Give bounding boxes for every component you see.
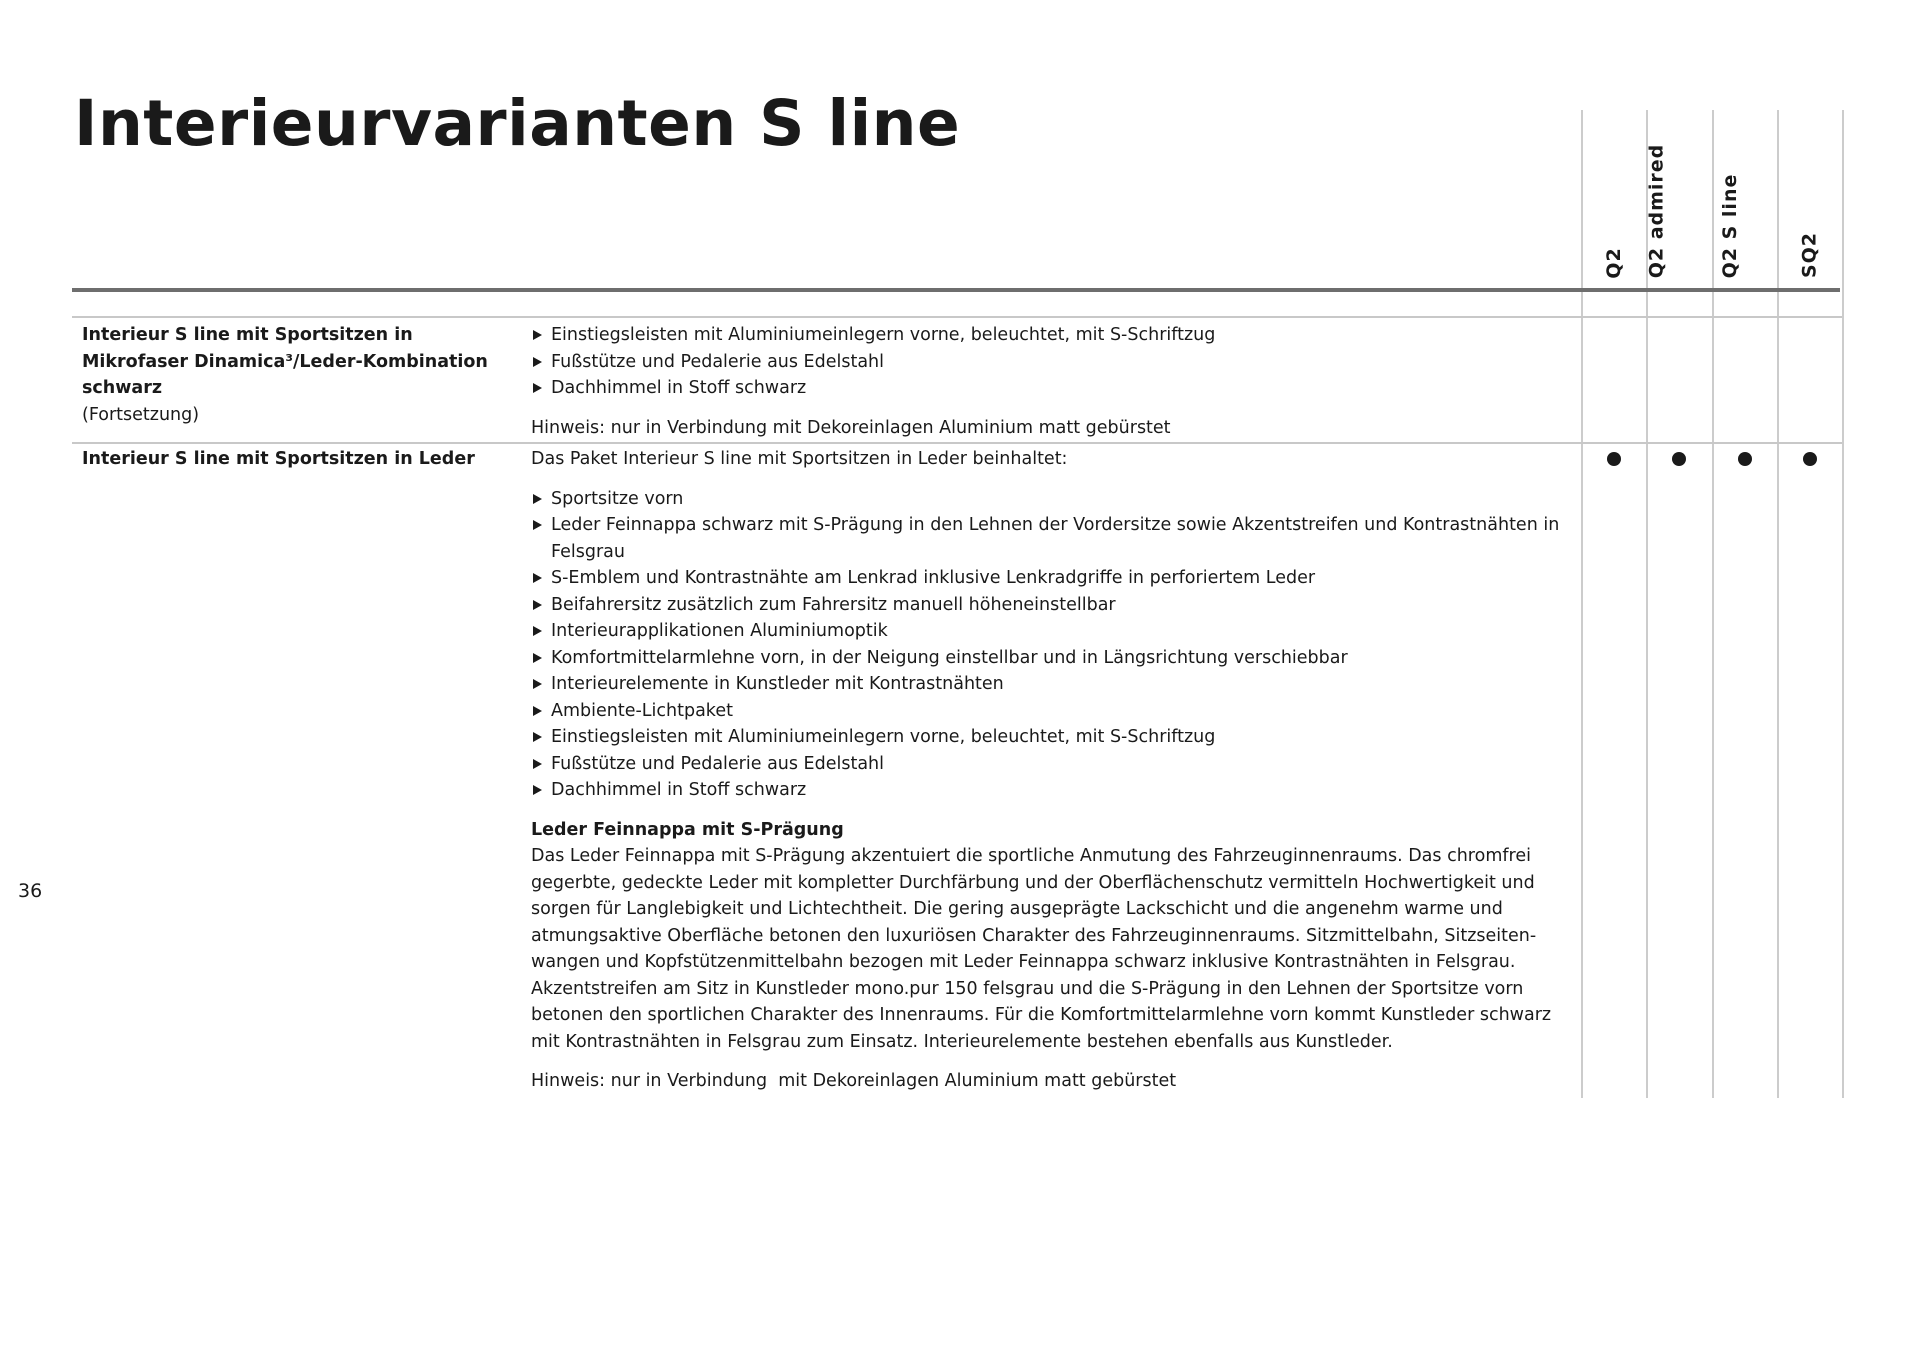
page-title: Interieurvarianten S line — [74, 87, 961, 160]
feature-title: Interieur S line mit Sportsitzen in Leder — [82, 449, 475, 469]
row-divider — [72, 316, 1842, 318]
list-item: Einstiegsleisten mit Aluminiumeinlegern vorne, beleuchtet, mit S-Schriftzug — [531, 322, 1571, 349]
triangle-bullet-icon — [533, 626, 542, 636]
triangle-bullet-icon — [533, 600, 542, 610]
triangle-bullet-icon — [533, 520, 542, 530]
list-item: Beifahrersitz zusätzlich zum Fahrersitz manuell höheneinstellbar — [531, 592, 1571, 619]
triangle-bullet-icon — [533, 494, 542, 504]
list-item: Einstiegsleisten mit Aluminiumeinlegern vorne, beleuchtet, mit S-Schriftzug — [531, 724, 1571, 751]
column-divider — [1842, 110, 1844, 1098]
availability-dot-sq2 — [1803, 452, 1817, 466]
list-item: Dachhimmel in Stoff schwarz — [531, 777, 1571, 804]
triangle-bullet-icon — [533, 653, 542, 663]
triangle-bullet-icon — [533, 573, 542, 583]
list-item: Fußstütze und Pedalerie aus Edelstahl — [531, 751, 1571, 778]
description-paragraph: Das Leder Feinnappa mit S-Prägung akzentuiert die sportliche Anmutung des Fahrzeuginnenraums. Das chromfrei gegerbte, gedeckte Leder mit kompletter Durchfärbung und der Oberflächenschutz vermitteln Hochwertigkeit und sorgen für Langlebigkeit und Lichtechtheit. Die gering ausgeprägte Lackschicht und die angenehm warme und atmungsaktive Oberfläche betonen den luxuriösen Charakter des Fahrzeuginnenraums. Sitzmittelbahn, Sitzseiten-wangen und Kopfstützenmittelbahn bezogen mit Leder Feinnappa schwarz inklusive Kontrastnähten in Felsgrau. Akzentstreifen am Sitz in Kunstleder mono.pur 150 felsgrau und die S-Prägung in den Lehnen der Sportsitze vorn betonen den sportlichen Charakter des Innenraums. Für die Komfortmittelarmlehne vorn kommt Kunstleder schwarz mit Kontrastnähten in Felsgrau zum Einsatz. Interieurelemente bestehen ebenfalls aus Kunstleder. — [531, 846, 1552, 1052]
bullet-list — [531, 486, 1571, 804]
triangle-bullet-icon — [533, 759, 542, 769]
list-item: Ambiente-Lichtpaket — [531, 698, 1571, 725]
row-divider — [72, 442, 1842, 444]
triangle-bullet-icon — [533, 785, 542, 795]
hinweis-note: Hinweis: nur in Verbindung mit Dekoreinlagen Aluminium matt gebürstet — [531, 1071, 1177, 1091]
list-item: Interieurelemente in Kunstleder mit Kontrastnähten — [531, 671, 1571, 698]
page-number: 36 — [18, 880, 43, 902]
table-row-description — [531, 322, 1571, 441]
list-item: Fußstütze und Pedalerie aus Edelstahl — [531, 349, 1571, 376]
list-item: Leder Feinnappa schwarz mit S-Prägung in den Lehnen der Vordersitze sowie Akzentstreifen und Kontrastnähten in Felsgrau — [531, 512, 1571, 565]
table-row-feature — [82, 446, 502, 473]
triangle-bullet-icon — [533, 706, 542, 716]
feature-note: (Fortsetzung) — [82, 404, 200, 425]
feature-title: Interieur S line mit Sportsitzen in Mikrofaser Dinamica³/Leder-Kombination schwarz — [82, 325, 488, 398]
column-header-q2 — [1584, 128, 1644, 278]
list-item: Dachhimmel in Stoff schwarz — [531, 375, 1571, 402]
hinweis-note: Hinweis: nur in Verbindung mit Dekoreinlagen Aluminium matt gebürstet — [531, 417, 1171, 438]
header-rule — [72, 288, 1840, 292]
list-item: Komfortmittelarmlehne vorn, in der Neigung einstellbar und in Längsrichtung verschiebbar — [531, 645, 1571, 672]
column-divider — [1581, 110, 1583, 1098]
availability-dot-q2 — [1607, 452, 1621, 466]
availability-dot-q2-admired — [1672, 452, 1686, 466]
triangle-bullet-icon — [533, 357, 542, 367]
triangle-bullet-icon — [533, 330, 542, 340]
availability-dot-q2-s-line — [1738, 452, 1752, 466]
triangle-bullet-icon — [533, 383, 542, 393]
column-header-label: Q2 — [1603, 246, 1625, 279]
list-item: S-Emblem und Kontrastnähte am Lenkrad inklusive Lenkradgriffe in perforiertem Leder — [531, 565, 1571, 592]
table-row-description — [531, 446, 1571, 1095]
triangle-bullet-icon — [533, 732, 542, 742]
list-item: Sportsitze vorn — [531, 486, 1571, 513]
table-row-feature — [82, 322, 502, 428]
column-header-label: Q2 S line — [1718, 173, 1741, 278]
column-header-label: Q2 admired — [1645, 143, 1668, 278]
list-item: Interieurapplikationen Aluminiumoptik — [531, 618, 1571, 645]
subheading: Leder Feinnappa mit S-Prägung — [531, 819, 844, 840]
column-header-label: SQ2 — [1798, 231, 1821, 279]
column-header-q2-admired — [1645, 128, 1709, 278]
triangle-bullet-icon — [533, 679, 542, 689]
column-divider — [1777, 110, 1779, 1098]
intro-text: Das Paket Interieur S line mit Sportsitzen in Leder beinhaltet: — [531, 449, 1068, 469]
column-header-sq2 — [1780, 128, 1840, 278]
column-header-q2-s-line — [1715, 128, 1775, 278]
bullet-list — [531, 322, 1571, 402]
